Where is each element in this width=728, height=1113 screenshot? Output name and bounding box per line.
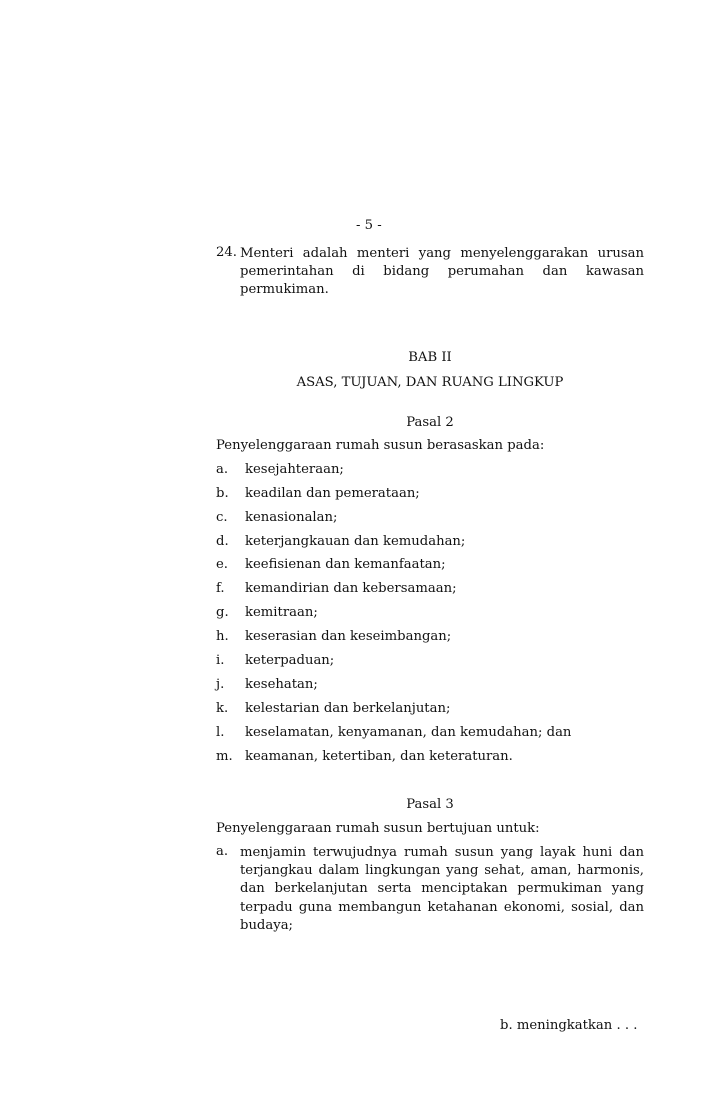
list-item-label: k.: [216, 701, 229, 716]
continuation-text: b. meningkatkan . . .: [500, 1018, 638, 1033]
list-item-label: b.: [216, 486, 229, 501]
list-item-label: i.: [216, 653, 225, 668]
list-item: kenasionalan;: [245, 510, 338, 525]
pasal-2-intro: Penyelenggaraan rumah susun berasaskan pada:: [216, 438, 545, 453]
list-item-label: e.: [216, 557, 228, 572]
list-item: keadilan dan pemerataan;: [245, 486, 420, 501]
list-item-label: j.: [216, 677, 225, 692]
list-item-label: l.: [216, 725, 225, 740]
list-item: keterjangkauan dan kemudahan;: [245, 534, 466, 549]
list-item-label: d.: [216, 534, 229, 549]
list-item: kesehatan;: [245, 677, 318, 692]
list-item-label: a.: [216, 844, 229, 859]
list-item-label: c.: [216, 510, 228, 525]
list-item: keterpaduan;: [245, 653, 335, 668]
list-item: keamanan, ketertiban, dan keteraturan.: [245, 749, 513, 764]
list-item: kemitraan;: [245, 605, 318, 620]
page-number: - 5 -: [356, 218, 382, 233]
list-item-label: f.: [216, 581, 225, 596]
list-item-label: a.: [216, 462, 229, 477]
list-item: kelestarian dan berkelanjutan;: [245, 701, 451, 716]
list-item-label: h.: [216, 629, 229, 644]
list-item: keserasian dan keseimbangan;: [245, 629, 452, 644]
list-item: kemandirian dan kebersamaan;: [245, 581, 457, 596]
list-item: keefisienan dan kemanfaatan;: [245, 557, 446, 572]
pasal-2-heading: Pasal 2: [406, 415, 454, 430]
chapter-number: BAB II: [408, 350, 452, 365]
chapter-title: ASAS, TUJUAN, DAN RUANG LINGKUP: [296, 375, 564, 390]
pasal-3-heading: Pasal 3: [406, 797, 454, 812]
list-item-label: g.: [216, 605, 229, 620]
definition-text: Menteri adalah menteri yang menyelenggarakan urusan pemerintahan di bidang perumahan dan kawasan permukiman.: [240, 246, 644, 298]
list-item: menjamin terwujudnya rumah susun yang layak huni dan terjangkau dalam lingkungan yang sehat, aman, harmonis, dan berkelanjutan serta menciptakan permukiman yang terpadu guna membangun ketahanan ekonomi, sosial, dan budaya;: [240, 845, 644, 933]
list-item: keselamatan, kenyamanan, dan kemudahan; dan: [245, 725, 572, 740]
pasal-3-intro: Penyelenggaraan rumah susun bertujuan untuk:: [216, 821, 540, 836]
list-item-label: m.: [216, 749, 233, 764]
list-item: kesejahteraan;: [245, 462, 344, 477]
definition-number: 24.: [216, 245, 237, 260]
